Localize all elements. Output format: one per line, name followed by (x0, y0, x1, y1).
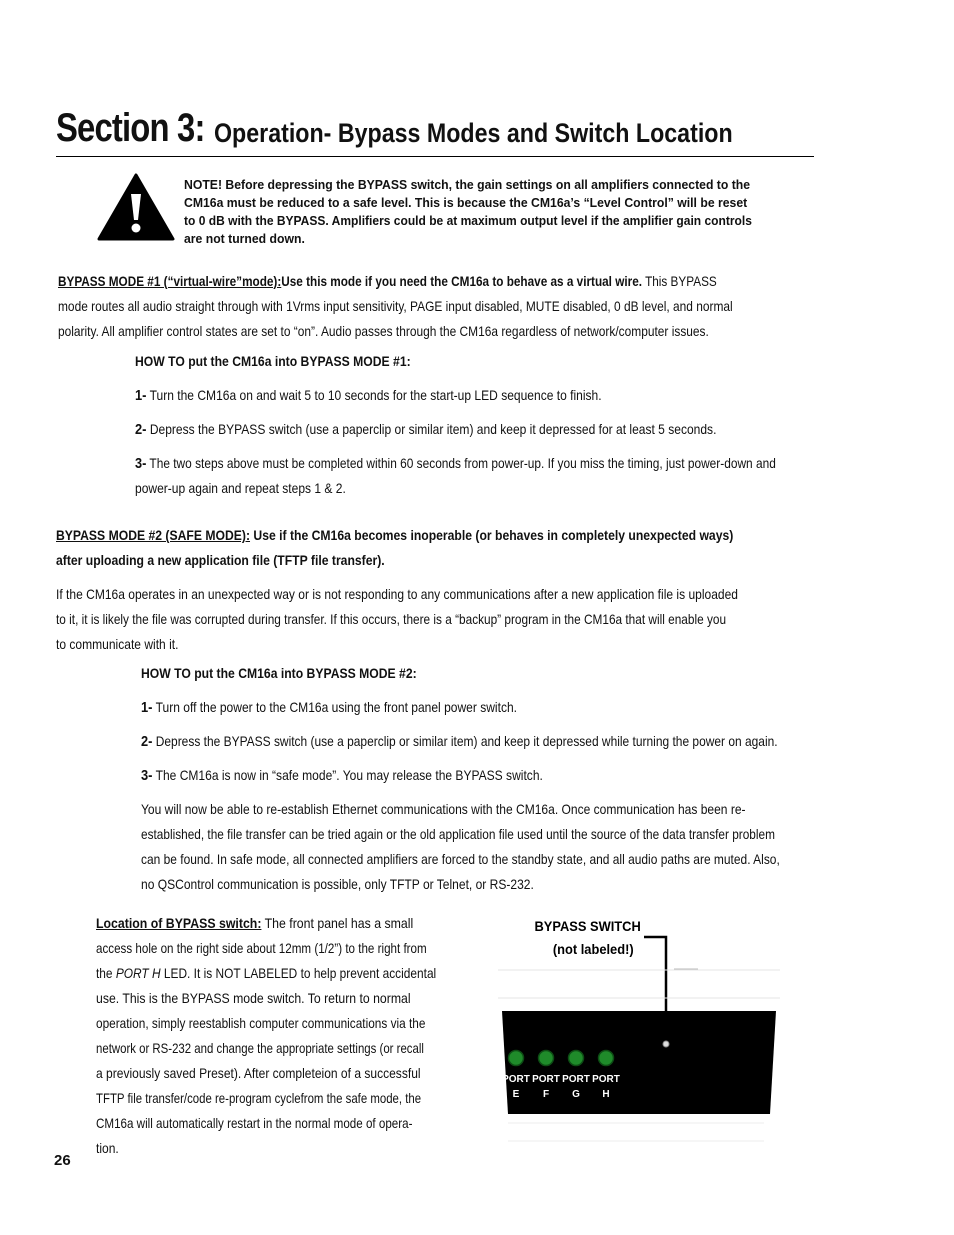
mode2-step-2: 2- Depress the BYPASS switch (use a paperclip or similar item) and keep it depressed while turning the power on again. (141, 733, 778, 750)
note-line-2: CM16a must be reduced to a safe level. This is because the CM16a’s “Level Control” will be reset (184, 195, 748, 210)
port-letter-h: H (602, 1089, 610, 1100)
location-line-2: the PORT H LED. It is NOT LABELED to help prevent accidental (96, 965, 437, 981)
port-letter-e: E (512, 1089, 520, 1100)
note-line-1: NOTE! Before depressing the BYPASS switch, the gain settings on all amplifiers connected to the (184, 177, 751, 192)
mode2-after-4: no QSControl communication is possible, only TFTP or Telnet, or RS-232. (141, 876, 534, 892)
mode2-lead: Use if the CM16a becomes inoperable (or behaves in completely unexpected ways) (253, 527, 734, 543)
port-label-h: PORT (592, 1074, 620, 1085)
mode1-step-1: 1- Turn the CM16a on and wait 5 to 10 seconds for the start-up LED sequence to finish. (135, 387, 602, 404)
section-label: Section 3: (56, 106, 205, 150)
location-line-0: Location of BYPASS switch: The front panel has a small (96, 915, 414, 931)
mode1-step-3-cont: power-up again and repeat steps 1 & 2. (135, 480, 346, 496)
bypass-switch-hole (663, 1041, 669, 1047)
port-led-h (599, 1051, 614, 1066)
page-title (56, 106, 733, 151)
mode2-step-3: 3- The CM16a is now in “safe mode”. You may release the BYPASS switch. (141, 767, 543, 784)
title-rule (56, 156, 814, 157)
mode2-after-1: You will now be able to re-establish Ethernet communications with the CM16a. Once communication has been re- (141, 801, 746, 817)
location-line-6: a previously saved Preset). After completeion of a successful (96, 1065, 421, 1081)
mode2-line-1: If the CM16a operates in an unexpected way or is not responding to any communications after a new application file is uploaded (56, 586, 739, 602)
mode2-step-1: 1- Turn off the power to the CM16a using the front panel power switch. (141, 699, 518, 716)
mode2-after-2: established, the file transfer can be tried again or the old application file used until the source of the data transfer problem (141, 826, 775, 842)
location-heading: Location of BYPASS switch: (96, 915, 262, 931)
mode1-heading: BYPASS MODE #1 (“virtual-wire”mode): (58, 273, 282, 289)
port-label-f: PORT (532, 1074, 560, 1085)
section-title: Operation- Bypass Modes and Switch Location (214, 118, 733, 148)
location-line-8: CM16a will automatically restart in the normal mode of opera- (96, 1115, 413, 1131)
mode1-lead: Use this mode if you need the CM16a to behave as a virtual wire. (281, 273, 643, 289)
mode1-line-2: polarity. All amplifier control states are set to “on”. Audio passes through the CM16a regardless of network/computer issues. (58, 323, 709, 339)
callout-line-1: BYPASS SWITCH (534, 918, 641, 935)
location-line-3: use. This is the BYPASS mode switch. To return to normal (96, 990, 411, 1006)
port-led-g (569, 1051, 584, 1066)
port-led-f (539, 1051, 554, 1066)
mode1-line-1: mode routes all audio straight through with 1Vrms input sensitivity, PAGE input disabled, MUTE disabled, 0 dB level, and normal (58, 298, 733, 314)
port-led-e (509, 1051, 524, 1066)
front-panel-figure (494, 915, 784, 1150)
mode1-howto: HOW TO put the CM16a into BYPASS MODE #1: (135, 353, 411, 369)
mode1-heading-line (58, 269, 842, 294)
mode2-after-3: can be found. In safe mode, all connected amplifiers are forced to the standby state, and all audio paths are muted. Also, (141, 851, 780, 867)
location-line-1: access hole on the right side about 12mm (1/2”) to the right from (96, 940, 427, 956)
port-label-g: PORT (562, 1074, 590, 1085)
page-number: 26 (54, 1152, 71, 1169)
location-line-7: TFTP file transfer/code re-program cyclefrom the safe mode, the (96, 1090, 422, 1106)
mode2-line-2: to it, it is likely the file was corrupted during transfer. If this occurs, there is a “backup” program in the CM16a that will enable you (56, 611, 727, 627)
mode2-heading: BYPASS MODE #2 (SAFE MODE): (56, 527, 251, 543)
port-letter-f: F (542, 1089, 550, 1100)
mode1-step-3: 3- The two steps above must be completed within 60 seconds from power-up. If you miss the timing, just power-down and (135, 455, 776, 472)
callout-arrow-shaft (644, 937, 666, 1018)
mode1-step-2: 2- Depress the BYPASS switch (use a paperclip or similar item) and keep it depressed for at least 5 seconds. (135, 421, 717, 438)
location-line-5: network or RS-232 and change the appropriate settings (or recall (96, 1040, 424, 1056)
mode1-lead-rest: This BYPASS (642, 273, 717, 289)
location-line-4: operation, simply reestablish computer communications via the (96, 1015, 426, 1031)
port-label-e: PORT (502, 1074, 530, 1085)
note-line-4: are not turned down. (184, 231, 305, 246)
mode2-line-3: to communicate with it. (56, 636, 179, 652)
callout-line-2: (not labeled!) (552, 941, 634, 958)
mode2-lead-2: after uploading a new application file (TFTP file transfer). (56, 552, 385, 568)
port-letter-g: G (572, 1089, 580, 1100)
warning-triangle-icon (97, 172, 175, 242)
location-line-9: tion. (96, 1140, 119, 1156)
note-line-3: to 0 dB with the BYPASS. Amplifiers could be at maximum output level if the amplifier gain controls (184, 213, 752, 228)
mode2-heading-line (56, 523, 835, 548)
mode2-howto: HOW TO put the CM16a into BYPASS MODE #2: (141, 665, 417, 681)
